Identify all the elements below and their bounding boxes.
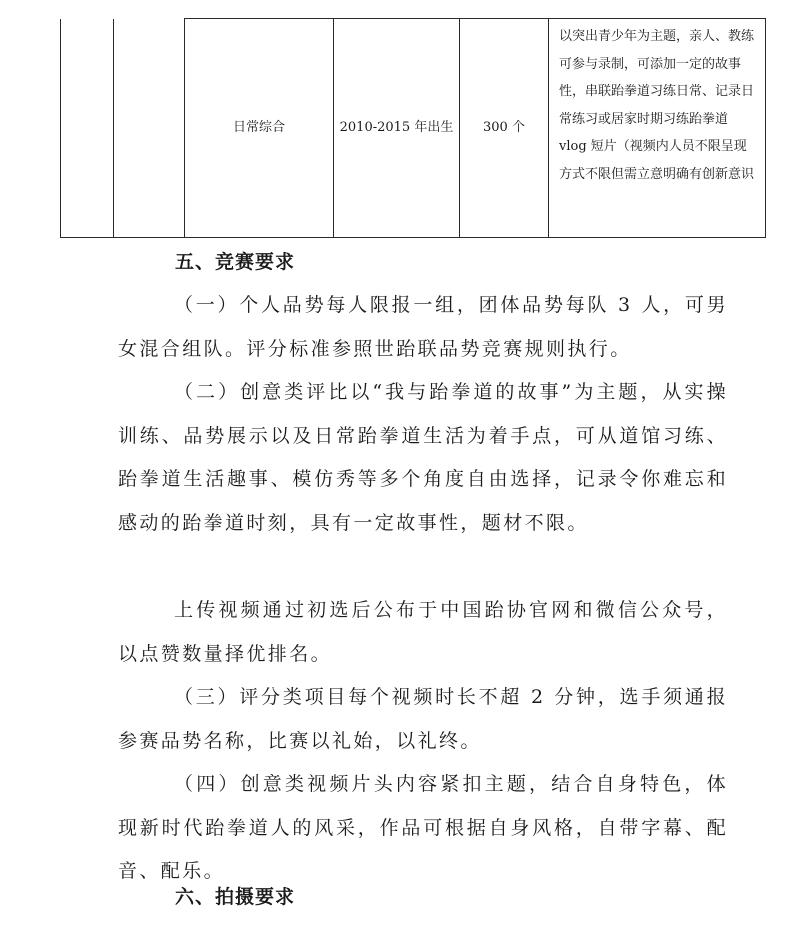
- table-cell-quota: 300 个: [460, 19, 549, 238]
- table-row: [61, 19, 766, 238]
- section5-heading: 五、竞赛要求: [175, 251, 296, 273]
- table-cell-description: 以突出青少年为主题，亲人、教练可参与录制，可添加一定的故事性，串联跆拳道习练日常、记录日常练习或居家时期习练跆拳道 vlog 短片（视频内人员不限呈现方式不限但需立意明确有创新意识: [549, 19, 766, 238]
- section6-heading: 六、拍摄要求: [175, 886, 296, 908]
- event-table: [60, 18, 766, 238]
- table-cell-blank-1: [61, 19, 114, 238]
- section5-paragraph-3: 上传视频通过初选后公布于中国跆协官网和微信公众号，以点赞数量择优排名。: [118, 599, 728, 665]
- section5-paragraph-5: （四）创意类视频片头内容紧扣主题，结合自身特色，体现新时代跆拳道人的风采，作品可根据自身风格，自带字幕、配音、配乐。: [118, 773, 728, 882]
- section5-paragraph-2: （二）创意类评比以“我与跆拳道的故事”为主题，从实操训练、品势展示以及日常跆拳道生活为着手点，可从道馆习练、跆拳道生活趣事、模仿秀等多个角度自由选择，记录令你难忘和感动的跆拳道时刻，具有一定故事性，题材不限。: [118, 381, 728, 534]
- table-cell-category: 日常综合: [185, 19, 334, 238]
- section5-paragraph-1: （一）个人品势每人限报一组，团体品势每队 3 人，可男女混合组队。评分标准参照世跆联品势竞赛规则执行。: [118, 294, 728, 360]
- section5-paragraph-4: （三）评分类项目每个视频时长不超 2 分钟，选手须通报参赛品势名称，比赛以礼始，以礼终。: [118, 686, 728, 752]
- table-cell-blank-2: [114, 19, 185, 238]
- table-cell-birth-range: 2010-2015 年出生: [334, 19, 460, 238]
